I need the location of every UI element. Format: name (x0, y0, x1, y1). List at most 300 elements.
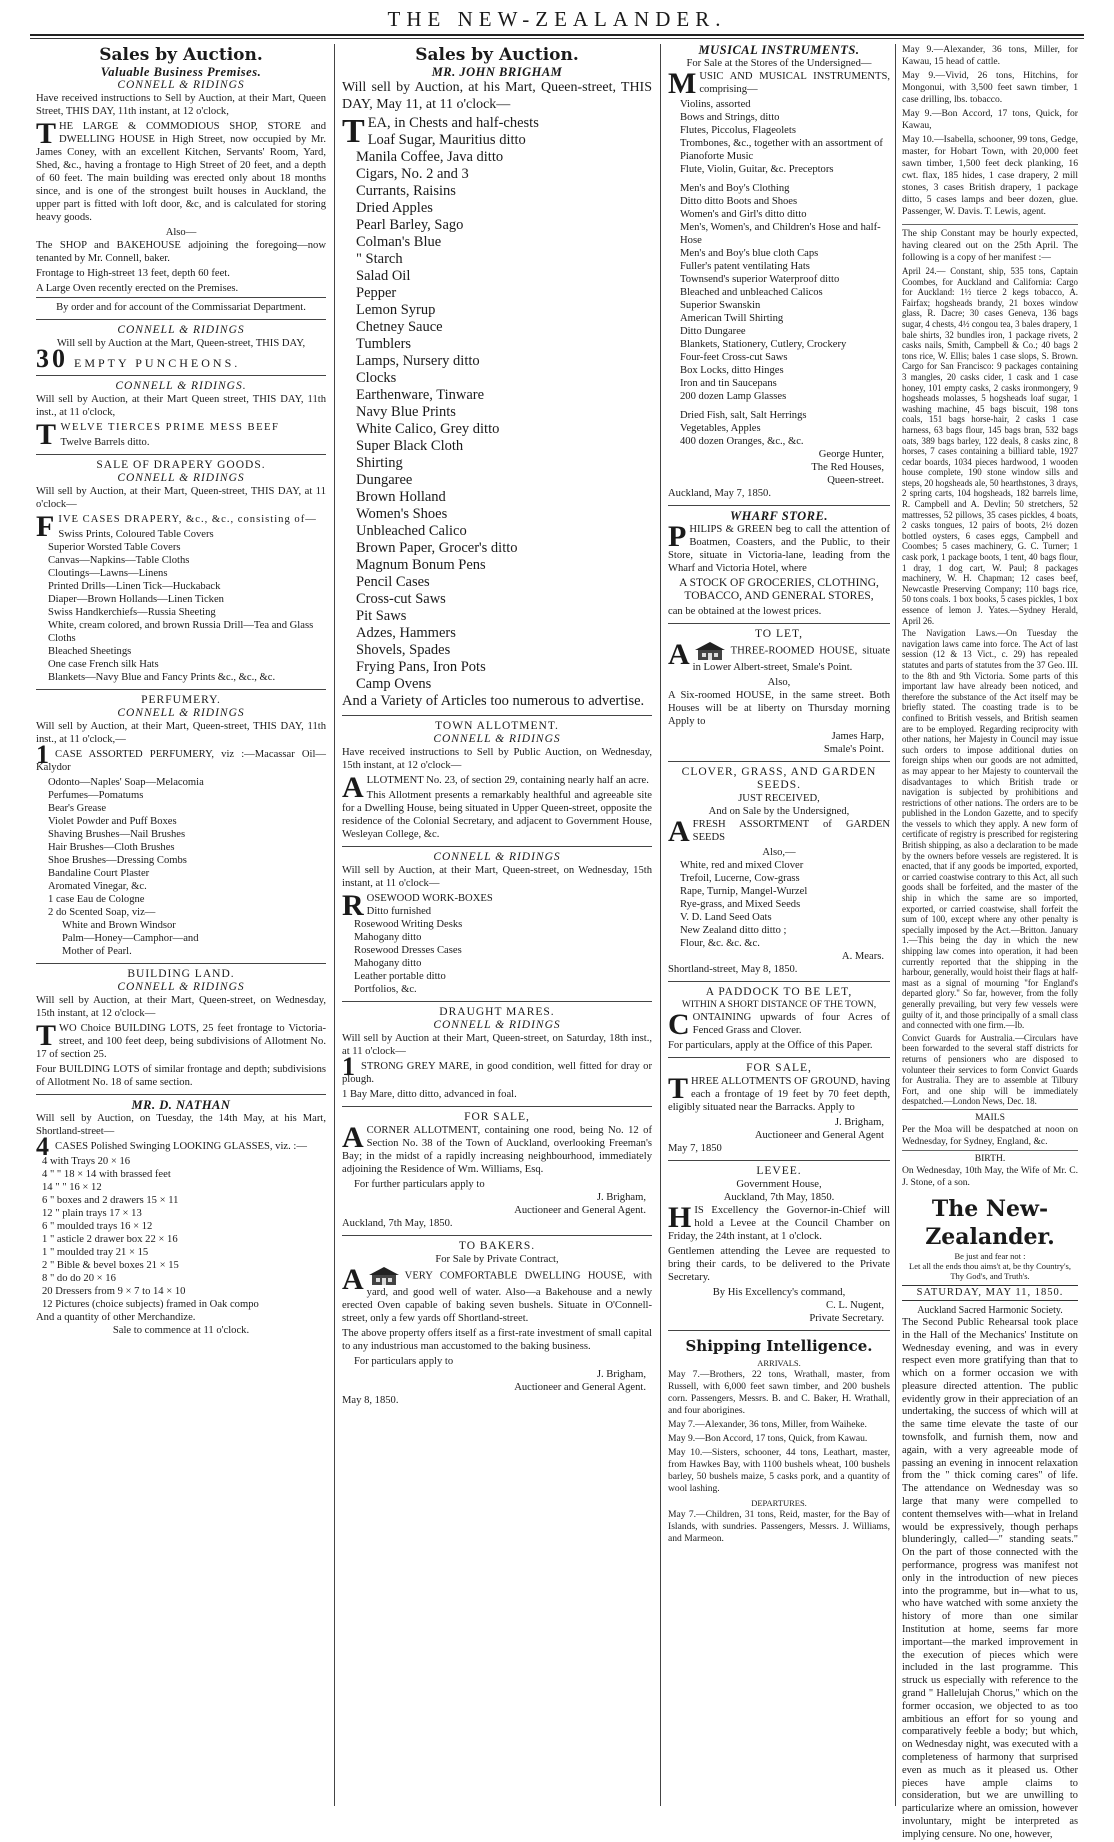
list-item: Fuller's patent ventilating Hats (680, 261, 810, 272)
signature: J. Brigham, (834, 1117, 884, 1128)
advert-body: A THREE-ROOMED HOUSE, situate in Lower Albert-street, Smale's Point. (668, 638, 890, 673)
advert-intro: Will sell by Auction at the Mart, Queen-street, THIS DAY, (56, 338, 306, 349)
advert-date: Auckland, May 7, 1850. (668, 488, 771, 499)
shipping-entry: May 7.—Alexander, 36 tons, Miller, from Waiheke. (668, 1419, 867, 1430)
list-item: 8 " do do 20 × 16 (42, 1273, 116, 1284)
advert-intro: Will sell by Auction, at their Mart, Queen-street, THIS DAY, at 11 o'clock— (36, 486, 326, 510)
advert-paddock (668, 981, 890, 1052)
advert-heading: PERFUMERY. (141, 694, 221, 706)
list-item: Cross-cut Saws (356, 591, 446, 607)
advert-heading: TO BAKERS. (458, 1240, 536, 1252)
auctioneer: CONNELL & RIDINGS. (115, 380, 247, 392)
shipping-entry: May 9.—Bon Accord, 17 tons, Quick, from Kawau. (668, 1433, 868, 1444)
drop-cap: R (342, 889, 364, 922)
advert-body: Gentlemen attending the Levee are requested to bring their cards, to be delivered to the Private Secretary. (668, 1246, 890, 1283)
list-item: Frying Pans, Iron Pots (356, 659, 486, 675)
paper-title: The New-Zealander. (925, 1195, 1055, 1250)
list-item: Tumblers (356, 336, 412, 352)
list-item: Superior Swanskin (680, 300, 761, 311)
list-item: Portfolios, &c. (354, 984, 417, 995)
advert-item: AFRESH ASSORTMENT of GARDEN SEEDS (668, 815, 890, 848)
item-list (668, 182, 890, 403)
advert-business-premises (36, 66, 326, 314)
list-item: 12 Pictures (choice subjects) framed in Oak compo (42, 1299, 259, 1310)
advert-date: May 8, 1850. (342, 1395, 399, 1406)
auctioneer: CONNELL & RIDINGS (433, 733, 561, 745)
subheading: ARRIVALS. (757, 1358, 801, 1368)
auctioneer: CONNELL & RIDINGS (117, 707, 245, 719)
list-item: White, cream colored, and brown Russia Drill—Tea and Glass Cloths (48, 620, 314, 644)
list-item: Shovels, Spades (356, 642, 451, 658)
drop-cap: F (36, 510, 56, 543)
drop-cap: A (668, 815, 690, 848)
list-item: 1 " asticle 2 drawer box 22 × 16 (42, 1234, 178, 1245)
advert-body: This Allotment presents a remarkably healthful and agreeable site for a Dwelling House, being situated in Upper Queen-street, opposite the residence of the Colonial Secretary, and adjacent to Government House, Wesleyan College, &c. (342, 790, 652, 840)
advert-heading: FOR SALE, (746, 1062, 812, 1074)
advert-text: A Large Oven recently erected on the Premises. (36, 283, 239, 294)
advert-intro: Will sell by Auction at their Mart, Queen-street, on Saturday, 18th inst., at 11 o'clock— (342, 1033, 652, 1057)
item-list (668, 409, 890, 448)
advert-date: May 7, 1850 (668, 1143, 722, 1154)
list-item: Flour, &c. &c. &c. (680, 938, 760, 949)
house-icon (367, 1266, 401, 1286)
list-item: Pepper (356, 285, 397, 301)
signature: J. Brigham, (596, 1369, 646, 1380)
list-item: Earthenware, Tinware (356, 387, 485, 403)
auctioneer: CONNELL & RIDINGS (117, 981, 245, 993)
advert-intro: Have received instructions to Sell by Auction, at their Mart, Queen Street, THIS DAY, 11th instant, at 12 o'clock, (36, 93, 326, 117)
list-item: Bear's Grease (48, 803, 107, 814)
advert-intro: Will sell by Auction, at their Mart, Queen-street, on Wednesday, 15th instant, at 12 o'clock— (36, 995, 326, 1019)
advert-garden-seeds (668, 761, 890, 976)
advert-mess-beef (36, 375, 326, 449)
advert-body: ALLOTMENT No. 23, of section 29, containing nearly half an acre. (342, 771, 649, 804)
list-item: Camp Ovens (356, 676, 432, 692)
news-paragraph: Convict Guards for Australia.—Circulars have been forwarded to the several staff districts for returns of pensioners who are disposed to volunteer their services to form Convict Guards for Australia. They are to assemble at Tilbury Fort, and one ship will be immediately despatched.—London News, Dec. 18. (902, 1032, 1078, 1107)
birth-heading: BIRTH. (902, 1150, 1078, 1165)
list-item: Shoe Brushes—Dressing Combs (48, 855, 187, 866)
list-item: Men's and Boy's blue cloth Caps (680, 248, 819, 259)
advert-body: Four BUILDING LOTS of similar frontage and depth; subdivisions of Allotment No. 18 of same section. (36, 1064, 326, 1088)
dateline: SATURDAY, MAY 11, 1850. (902, 1285, 1078, 1301)
advert-draught-mares (342, 1001, 652, 1101)
advert-body: A VERY COMFORTABLE DWELLING HOUSE, with yard, and good well of water. Also—a Bakehouse and a newly erected Oven capable of baking seven bushels. Situate in O'Connell-street, only a few yards off Shortland-street. (342, 1263, 652, 1324)
house-icon (693, 641, 727, 661)
advert-looking-glasses (36, 1094, 326, 1337)
drop-cap: C (668, 1008, 690, 1041)
advert-perfumery (36, 689, 326, 958)
advert-body: HIS Excellency the Governor-in-Chief will hold a Levee at the Council Chamber on Friday, the 24th instant, at 1 o'clock. (668, 1201, 890, 1242)
list-item: Bandaline Court Plaster (48, 868, 150, 879)
list-item: Mahogany ditto (354, 932, 422, 943)
advert-sub: And on Sale by the Undersigned, (708, 806, 850, 817)
list-item: Men's, Women's, and Children's Hose and half-Hose (680, 222, 881, 246)
drop-cap: H (668, 1201, 692, 1234)
auctioneer: CONNELL & RIDINGS (433, 851, 561, 863)
list-item: Printed Drills—Linen Tick—Huckaback (48, 581, 221, 592)
list-item: Blankets—Navy Blue and Fancy Prints &c., &c., &c. (48, 672, 276, 683)
advert-item: FIVE CASES DRAPERY, &c., &c., consisting of— (36, 510, 317, 543)
signature: James Harp, (831, 731, 884, 742)
auctioneer: CONNELL & RIDINGS (117, 79, 245, 91)
article-heading: Auckland Sacred Harmonic Society. (917, 1304, 1063, 1316)
list-item: Bows and Strings, ditto (680, 112, 780, 123)
list-item: Salad Oil (356, 268, 411, 284)
list-item: Bleached and unbleached Calicos (680, 287, 823, 298)
advert-tail: And a Variety of Articles too numerous to advertise. (342, 693, 645, 709)
list-item: Vegetables, Apples (680, 423, 761, 434)
list-item: Flutes, Piccolus, Flageolets (680, 125, 796, 136)
drop-cap: T (668, 1072, 689, 1105)
signature: Smale's Point. (823, 744, 884, 755)
advert-intro: Will sell by Auction, on Tuesday, the 14th May, at his Mart, Shortland-street— (36, 1113, 326, 1137)
advert-body: The above property offers itself as a first-rate investment of small capital to any industrious man accustomed to the baking business. (342, 1328, 652, 1352)
advert-item: 1 STRONG GREY MARE, in good condition, well fitted for dray or plough. (342, 1052, 652, 1085)
list-item: Rye-grass, and Mixed Seeds (680, 899, 801, 910)
drop-cap: T (36, 1019, 57, 1052)
list-item: Men's and Boy's Clothing (680, 183, 790, 194)
news-paragraph: The ship Constant may be hourly expected, having cleared out on the 25th April. The following is a copy of her manifest :— (902, 224, 1078, 264)
drop-cap: T (342, 113, 365, 150)
auctioneer: CONNELL & RIDINGS (117, 324, 245, 336)
list-item: Pearl Barley, Sago (356, 217, 464, 233)
list-item: 6 " boxes and 2 drawers 15 × 11 (42, 1195, 179, 1206)
list-item: 6 " moulded trays 16 × 12 (42, 1221, 153, 1232)
list-item: Pencil Cases (356, 574, 430, 590)
advert-heading: SALE OF DRAPERY GOODS. (96, 459, 266, 471)
advert-item: MUSIC AND MUSICAL INSTRUMENTS, comprising— (668, 67, 890, 100)
manifest-paragraph: April 24.— Constant, ship, 535 tons, Captain Coombes, for Auckland and California: Cargo for Auckland: 1½ tierce 2 kegs tobacco, A. Fairfax; hogsheads brandy, 21 boxes window glass, R. Dacre; 30 cases Geneva, 136 bags sugar, 4 chests, 4½ congou tea, 3 bales drapery, 1 bale shirts, 32 bundles iron, 1 package rivets, 2 casks nails, Smith, Campbell & Co.; 40 bags 2 tons rice, W. Ellis; bales 1 case slops, S. Brown. Cargo for San Francisco: 9 packages containing 3 mangles, 20 casks cider, 1 cask and 1 case honey, 101 empty casks, 2 casks ironmongery, 9 hogsheads molasses, 5 hogsheads loaf sugar, 1 washing machine, 45 bags biscuit, 198 tons coals, 151 bags horse-hair, 2 casks 1 case harness, 63 bags flour, 145 bags bran, 532 bags oats, 389 bags barley, 122 deals, 8 casks zinc, 8 horses, 7 cases containing a billiard table, 1927 cedar boards, 1034 pieces hardwood, 1 wooden house complete, 190 stone window sills and steps, 20 hogsheads ale, 50 hearthstones, 3 drays, 2 spring carts, 104 hogsheads, 182 barrels lime, R. Campbell and A. Devlin; 50 stretchers, 52 mattresses, 52 pillows, 35 cases pickles, 4 boats, 2 casks tongues, 12 pairs of boots, 2½ dozen bottled oysters, 6 cases eggs, Campbell and Coombes; 5 cases machinery, G. C. Turner; 1 cask pork, 1 package boots, 1 tent, 40 bags flour, 1 dray, 1 dog cart, W. Paul; 8 packages machinery, W. H. Chapman; 12 cases beef, Newcastle Preserving Company; 110 bags rice, 50 tons coals. 1 box books, 5 cases pickles, 1 box essence of lemon J. Yates.—Sydney Herald, April 26. (902, 266, 1078, 626)
advert-intro: Will sell by Auction, at his Mart, Queen-street, THIS DAY, May 11, at 11 o'clock— (342, 80, 652, 112)
list-item: 1 " moulded tray 21 × 15 (42, 1247, 149, 1258)
big-number: 30 (36, 344, 68, 373)
list-item: 2 do Scented Soap, viz— (48, 907, 156, 918)
list-item: Chetney Sauce (356, 319, 443, 335)
advert-apply: For particulars apply to (354, 1356, 454, 1367)
advert-body: THREE ALLOTMENTS OF GROUND, having each a frontage of 19 feet by 70 feet depth, eligibly situated near the Barracks. Apply to (668, 1072, 890, 1113)
advert-apply: For further particulars apply to (354, 1179, 485, 1190)
list-item: 20 Dressers from 9 × 7 to 14 × 10 (42, 1286, 186, 1297)
advert-intro: Will sell by Auction, at their Mart Queen street, THIS DAY, 11th inst., at 11 o'clock, (36, 394, 326, 418)
column-divider (334, 44, 335, 1806)
list-item: Mother of Pearl. (62, 946, 132, 957)
advert-text: The SHOP and BAKEHOUSE adjoining the foregoing—now tenanted by Mr. Connell, baker. (36, 240, 326, 264)
also-label: Also,— (762, 847, 796, 858)
advert-heading: FOR SALE, (464, 1111, 530, 1123)
advert-line: Auckland, 7th May, 1850. (723, 1192, 835, 1203)
advert-intro: Have received instructions to Sell by Public Auction, on Wednesday, 15th instant, at 12 o'clock— (342, 747, 652, 771)
advert-puncheons (36, 319, 326, 373)
auctioneer: MR. JOHN BRIGHAM (431, 65, 563, 79)
advert-heading: CLOVER, GRASS, AND GARDEN SEEDS. (681, 766, 877, 791)
advert-wharf-store (668, 505, 890, 618)
section-header: Shipping Intelligence. (685, 1337, 873, 1355)
advert-heading: TO LET, (754, 628, 804, 640)
item-list (668, 98, 890, 176)
list-item: Hair Brushes—Cloth Brushes (48, 842, 175, 853)
advert-title: Valuable Business Premises. (100, 65, 262, 79)
list-item: Bleached Sheetings (48, 646, 132, 657)
list-item: Clocks (356, 370, 397, 386)
column-1 (36, 44, 326, 1806)
list-item: White, red and mixed Clover (680, 860, 804, 871)
list-item: White Calico, Grey ditto (356, 421, 500, 437)
list-item: American Twill Shirting (680, 313, 784, 324)
advert-body: A STOCK OF GROCERIES, CLOTHING, TOBACCO, AND GENERAL STORES, (679, 577, 879, 602)
advert-building-land (36, 963, 326, 1089)
list-item: Currants, Raisins (356, 183, 456, 199)
signature: Private Secretary. (809, 1313, 884, 1324)
drop-cap: A (342, 771, 364, 804)
list-item: Cigars, No. 2 and 3 (356, 166, 469, 182)
list-item: One case French silk Hats (48, 659, 159, 670)
list-item: V. D. Land Seed Oats (680, 912, 772, 923)
column-4 (902, 44, 1078, 1840)
section-header: Sales by Auction. (415, 45, 579, 65)
advert-extra: 1 Bay Mare, ditto ditto, advanced in foal. (342, 1089, 517, 1100)
advert-body: can be obtained at the lowest prices. (668, 606, 822, 617)
list-item: 4 with Trays 20 × 16 (42, 1156, 131, 1167)
advert-line: Government House, (736, 1179, 822, 1190)
list-item: Loaf Sugar, Mauritius ditto (367, 132, 526, 148)
advert-tail: And a quantity of other Merchandize. (36, 1312, 196, 1323)
shipping-intelligence (668, 1330, 890, 1545)
advert-time: Sale to commence at 11 o'clock. (112, 1325, 250, 1336)
shipping-entry: May 9.—Vivid, 26 tons, Hitchins, for Mongonui, with 3,500 feet sawn timber, 1 case drilling, lbs. tobacco. (902, 70, 1078, 105)
list-item: 4 " " 18 × 14 with brassed feet (42, 1169, 171, 1180)
advert-item: 30 EMPTY PUNCHEONS. (36, 344, 241, 373)
motto-line: Be just and fear not : (954, 1250, 1026, 1261)
list-item: Rosewood Dresses Cases (354, 945, 462, 956)
big-number: 4 (36, 1132, 49, 1161)
column-2 (342, 44, 652, 1806)
also-label: Also, (767, 677, 791, 688)
list-item: Diaper—Brown Hollands—Linen Ticken (48, 594, 224, 605)
item-list (36, 1155, 326, 1311)
list-item: 12 " plain trays 17 × 13 (42, 1208, 142, 1219)
list-item: Swiss Prints, Coloured Table Covers (58, 529, 214, 540)
advert-heading: TOWN ALLOTMENT. (435, 720, 559, 732)
signature: Auctioneer and General Agent (754, 1130, 884, 1141)
signature: C. L. Nugent, (826, 1300, 884, 1311)
list-item: Rosewood Writing Desks (354, 919, 463, 930)
advert-order: By order and for account of the Commissariat Department. (36, 297, 326, 314)
list-item: Box Locks, ditto Hinges (680, 365, 784, 376)
list-item: Ditto ditto Boots and Shoes (680, 196, 798, 207)
list-item: Palm—Honey—Camphor—and (62, 933, 199, 944)
list-item: Shirting (356, 455, 403, 471)
signature: Auctioneer and General Agent. (514, 1382, 646, 1393)
advert-text: Frontage to High-street 13 feet, depth 60 feet. (36, 268, 230, 279)
signature: George Hunter, (818, 449, 884, 460)
list-item: Shaving Brushes—Nail Brushes (48, 829, 186, 840)
list-item: Dungaree (356, 472, 413, 488)
advert-three-allotments (668, 1057, 890, 1155)
list-item: Townsend's superior Waterproof ditto (680, 274, 840, 285)
list-item: Leather portable ditto (354, 971, 446, 982)
list-item: Blankets, Stationery, Cutlery, Crockery (680, 339, 847, 350)
list-item: Super Black Cloth (356, 438, 464, 454)
advert-item: TWELVE TIERCES PRIME MESS BEEF (36, 418, 280, 451)
advert-body: For particulars, apply at the Office of this Paper. (668, 1040, 873, 1051)
list-item: " Starch (356, 251, 403, 267)
list-item: Lamps, Nursery ditto (356, 353, 480, 369)
list-item: Brown Holland (356, 489, 446, 505)
list-item: Mahogany ditto (354, 958, 422, 969)
list-item: Magnum Bonum Pens (356, 557, 486, 573)
list-item: Dried Apples (356, 200, 433, 216)
column-3 (668, 44, 890, 1806)
advert-item: 1 CASE ASSORTED PERFUMERY, viz :—Macassar Oil—Kalydor (36, 740, 326, 773)
advert-drapery (36, 454, 326, 684)
advert-intro: Will sell by Auction, at their Mart, Queen-street, THIS DAY, 11th inst., at 11 o'clock,— (36, 721, 326, 745)
item-list (668, 859, 890, 950)
drop-cap: T (36, 418, 58, 451)
advert-town-allotment (342, 715, 652, 841)
big-number: 1 (342, 1052, 355, 1081)
list-item: Cloutings—Lawns—Linens (48, 568, 168, 579)
list-item: Unbleached Calico (356, 523, 467, 539)
column-divider (660, 44, 661, 1806)
section-header: Sales by Auction. (99, 45, 263, 65)
shipping-entry: May 9.—Bon Accord, 17 tons, Quick, for Kawau, (902, 108, 1078, 131)
news-paragraph: The Navigation Laws.—On Tuesday the navigation laws came into force. The Act of last session (12 & 13 Vict., c. 29) has repealed statutes and parts of statutes from the 37 Geo. III. to the 8th and 9th Victoria. Some parts of this important law have already been noticed, and therefore the substance of the Act itself may be briefly stated. The coasting trade is to be confined to British vessels, and British seamen are to be employed. Regarding reciprocity with other nations, her Majesty in Council may issue such orders to impose additional duties on foreign ships when our goods are not admitted, as may appear to her Majesty to countervail the disadvantages to which British trade or navigation is subjected by prohibitions and restrictions of other nations. The orders are to be published in the London Gazette, and to specify the vessels to which they apply. A new form of certificate of registry is prescribed for registering British shipping, as also a declaration to be made by the owners before vessels are registered. It is enacted, that if any goods be imported, exported, or carried coastwise contrary to this Act, all such goods shall be forfeited, and the master of the ship in which the same are so imported, exported, or carried coastwise, shall forfeit the sum of 100, except where any other penalty is specially imposed by the Act.—Britton. January 1.—This being the day in which the new shipping law comes into operation, it had been currently reported that the shipping in the harbour, generally, would hoist their flags at half-mast as a signal of mourning "for England's departed glory." So far, however, from the folly generally prevailing, but very few vessels were guilty of it, and those principally of a small class and connected with one firm.—Ib. (902, 628, 1078, 1031)
list-item: Adzes, Hammers (356, 625, 456, 641)
list-item: Manila Coffee, Java ditto (356, 149, 504, 165)
list-item: Rape, Turnip, Mangel-Wurzel (680, 886, 808, 897)
advert-date: Shortland-street, May 8, 1850. (668, 964, 798, 975)
big-number: 1 (36, 740, 49, 769)
advert-brigham-grocery (342, 66, 652, 710)
list-item: Aromated Vinegar, &c. (48, 881, 147, 892)
list-item: Ditto furnished (366, 906, 432, 917)
advert-body: CONTAINING upwards of four Acres of Fenced Grass and Clover. (668, 1008, 890, 1041)
advert-heading: DRAUGHT MARES. (439, 1006, 555, 1018)
column-divider (895, 44, 896, 1806)
list-item: Violet Powder and Puff Boxes (48, 816, 177, 827)
advert-heading: A PADDOCK TO BE LET, (705, 986, 853, 998)
advert-extra: Twelve Barrels ditto. (60, 437, 150, 448)
motto-line: Let all the ends thou aims't at, be thy Country's, (909, 1260, 1071, 1271)
list-item: TEA, in Chests and half-chests (342, 113, 539, 150)
motto-line: Thy God's, and Truth's. (950, 1270, 1030, 1281)
list-item: 14 " " 16 × 12 (42, 1182, 102, 1193)
advert-corner-allotment (342, 1106, 652, 1230)
auctioneer: CONNELL & RIDINGS (433, 1019, 561, 1031)
list-item: Pit Saws (356, 608, 407, 624)
advert-intro: Will sell by Auction, at their Mart, Queen-street, on Wednesday, 15th instant, at 11 o'clock— (342, 865, 652, 889)
shipping-entry: May 9.—Alexander, 36 tons, Miller, for Kawau, 15 head of cattle. (902, 44, 1078, 67)
advert-title: MUSICAL INSTRUMENTS. (698, 43, 860, 57)
list-item: White and Brown Windsor (62, 920, 176, 931)
drop-cap: A (342, 1263, 364, 1296)
list-item: Colman's Blue (356, 234, 442, 250)
item-list (36, 528, 326, 684)
signature: A. Mears. (841, 951, 884, 962)
masthead-title: THE NEW-ZEALANDER. (387, 7, 727, 31)
also-label: Also— (165, 227, 197, 238)
list-item: Four-feet Cross-cut Saws (680, 352, 788, 363)
list-item: 1 case Eau de Cologne (48, 894, 145, 905)
shipping-entry: May 7.—Brothers, 22 tons, Wrathall, master, from Russell, with 6,000 feet sawn timber, and 200 bushels corn. Passengers, Messrs. B. and C. Baker, H. Wrathall, and four aborigines. (668, 1369, 890, 1416)
list-item: Perfumes—Pomatums (48, 790, 144, 801)
list-item: Canvas—Napkins—Table Cloths (48, 555, 190, 566)
masthead (30, 4, 1084, 36)
advert-heading: LEVEE. (756, 1165, 802, 1177)
birth-text: On Wednesday, 10th May, the Wife of Mr. C. J. Stone, of a son. (902, 1164, 1078, 1188)
advert-musical-instruments (668, 44, 890, 500)
advert-sub: JUST RECEIVED, (738, 793, 820, 804)
list-item: Navy Blue Prints (356, 404, 456, 420)
advert-sub: WITHIN A SHORT DISTANCE OF THE TOWN, (681, 999, 877, 1010)
signature: J. Brigham, (596, 1192, 646, 1203)
article-body: The Second Public Rehearsal took place in the Hall of the Mechanics' Institute on Wednesday evening, and was in every respect even more gratifying than that to which on a former occasion we with pleasure directed attention. The public evidently grow in their appreciation of an undertaking, the success of which will at the same time elevate the taste of our townsfolk, and furnish them, now and again, with a very agreeable mode of passing an evening in innocent relaxation from the " thick coming cares" of life. The attendance on Wednesday was so large that many were compelled to content themselves with—what in Ireland would be expressively, though perhaps blunderingly, called—" standing seats." On the part of those connected with the performance, progress was manifest not only in the introduction of new pieces into the programme, but in—what to us, who have watched with some anxiety the history of more than one similar Institution at home, seems far more important—the marked improvement in the execution of pieces which were included in the last programme. This struck us especially with reference to the grand " Hallelujah Chorus," which on the former occasion, we objected to as too ambitious an effort for so young and comparatively feeble a body; but which, on Wednesday night, was executed with a completeness of harmony that surprised even as much as it pleased us. Other pieces have ample claims to consideration, but we are unwilling to particularize where an omission, however involuntary, might be interpreted as implying censure. No one, however, (902, 1316, 1078, 1840)
item-list (342, 115, 652, 710)
list-item: Women's Shoes (356, 506, 448, 522)
auctioneer: CONNELL & RIDINGS (117, 472, 245, 484)
list-item: 2 " Bible & bevel boxes 21 × 15 (42, 1260, 179, 1271)
advert-line: By His Excellency's command, (712, 1287, 846, 1298)
advert-body: PHILIPS & GREEN beg to call the attention of Boatmen, Coasters, and the Public, to their Store, situate in Victoria-lane, leading from the Wharf and Victoria Hotel, where (668, 520, 890, 574)
signature: Queen-street. (827, 475, 884, 486)
list-item: 200 dozen Lamp Glasses (680, 391, 787, 402)
list-item: Dried Fish, salt, Salt Herrings (680, 410, 807, 421)
item-list (342, 905, 652, 996)
advert-intro: For Sale at the Stores of the Undersigned— (686, 58, 872, 69)
drop-cap: A (668, 638, 690, 671)
advert-date: Auckland, 7th May, 1850. (342, 1218, 453, 1229)
list-item: Swiss Handkerchiefs—Russia Sheeting (48, 607, 216, 618)
drop-cap: M (668, 67, 697, 100)
advert-item: ROSEWOOD WORK-BOXES (342, 889, 493, 922)
top-rule (30, 38, 1084, 39)
list-item: Violins, assorted (680, 99, 751, 110)
list-item: Flute, Violin, Guitar, &c. Preceptors (680, 164, 834, 175)
list-item: Brown Paper, Grocer's ditto (356, 540, 518, 556)
advert-body: TWO Choice BUILDING LOTS, 25 feet frontage to Victoria-street, and 100 feet deep, being subdivisions of Allotment No. 17 of section 25. (36, 1019, 326, 1060)
mails-heading: MAILS (902, 1109, 1078, 1124)
list-item: Ditto Dungaree (680, 326, 746, 337)
advert-body: ACORNER ALLOTMENT, containing one rood, being No. 12 of Section No. 38 of the Town of Auckland, overlooking Freeman's Bay; in the midst of a rapidly increasing neighbourhood, immediately adjoining the Residence of Wm. Williams, Esq. (342, 1121, 652, 1175)
drop-cap: T (36, 117, 57, 150)
shipping-entry: May 7.—Children, 31 tons, Reid, master, for the Bay of Islands, with sundries. Passengers, Messrs. J. Williams, and Marmeon. (668, 1509, 890, 1544)
shipping-entry: May 10.—Isabella, schooner, 99 tons, Gedge, master, for Hobart Town, with 20,000 feet sawn timber, 1,500 feet deck planking, 16 cwt. flax, 185 hides, 1 case drapery, 2 mill stones, 3 cases British drapery, 1 package ditto, 5 cases lamps and beer dozen, glue. Passenger, W. Davis. T. Lewis, agent. (902, 134, 1078, 217)
shipping-entry: May 10.—Sisters, schooner, 44 tons, Leathart, master, from Hawkes Bay, with 1100 bushels wheat, 100 bushels barley, 50 bushels maize, 5 casks pork, and a quantity of wool lashing. (668, 1447, 890, 1494)
signature: Auctioneer and General Agent. (514, 1205, 646, 1216)
list-item: Superior Worsted Table Covers (48, 542, 181, 553)
auctioneer: MR. D. NATHAN (131, 1098, 231, 1112)
advert-sub: For Sale by Private Contract, (435, 1254, 559, 1265)
advert-body: A Six-roomed HOUSE, in the same street. Both Houses will be at liberty on Thursday morning Apply to (668, 690, 890, 727)
advert-item: 4 CASES Polished Swinging LOOKING GLASSES, viz. :— (36, 1132, 307, 1161)
item-list (36, 776, 326, 958)
list-item: Lemon Syrup (356, 302, 436, 318)
signature: The Red Houses, (811, 462, 884, 473)
drop-cap: P (668, 520, 687, 553)
list-item: Iron and tin Saucepans (680, 378, 777, 389)
advert-work-boxes (342, 846, 652, 996)
advert-body: THE LARGE & COMMODIOUS SHOP, STORE and DWELLING HOUSE in High Street, now occupied by Mr. James Coney, with an excellent Kitchen, Servants' Room, Yard, Shed, &c., having a frontage to High Street of 20 feet, and a depth of 60 feet. The main building was erected only about 18 months since, and is one of the strongest built houses in Auckland, the upper part is fitted with loft door, &c, and is calculated for storing heavy goods. (36, 117, 326, 223)
mails-text: Per the Moa will be despatched at noon on Wednesday, for Sydney, England, &c. (902, 1123, 1078, 1147)
advert-to-let (668, 623, 890, 756)
list-item: Women's and Girl's ditto ditto (680, 209, 807, 220)
subheading: DEPARTURES. (751, 1498, 807, 1508)
list-item: Trombones, &c., together with an assortment of Pianoforte Music (680, 138, 883, 162)
advert-to-bakers (342, 1235, 652, 1407)
list-item: Odonto—Naples' Soap—Melacomia (48, 777, 204, 788)
list-item: New Zealand ditto ditto ; (680, 925, 787, 936)
advert-title: WHARF STORE. (730, 509, 828, 523)
